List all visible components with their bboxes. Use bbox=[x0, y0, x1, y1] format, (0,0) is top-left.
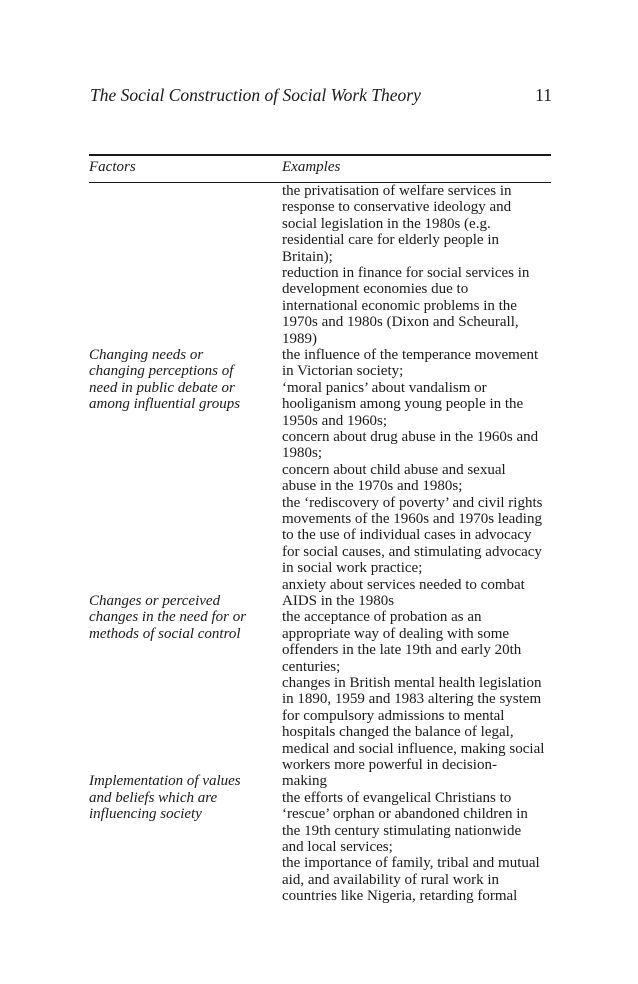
running-head bbox=[90, 85, 552, 106]
example-line: changes in British mental health legislation bbox=[282, 675, 542, 691]
example-line: abuse in the 1970s and 1980s; bbox=[282, 478, 463, 495]
example-line: AIDS in the 1980s bbox=[282, 593, 395, 609]
factor-line: changes in the need for or bbox=[89, 609, 247, 626]
chapter-title: The Social Construction of Social Work Theory bbox=[90, 85, 421, 105]
factor-line: and beliefs which are bbox=[89, 789, 218, 806]
example-line: 1989) bbox=[282, 330, 317, 347]
example-line: aid, and availability of rural work in bbox=[282, 871, 500, 888]
example-line: ‘moral panics’ about vandalism or bbox=[282, 379, 487, 396]
example-line: to the use of individual cases in advocacy bbox=[282, 527, 532, 544]
example-line: international economic problems in the bbox=[282, 297, 517, 314]
example-line: the importance of family, tribal and mutual bbox=[282, 855, 540, 872]
example-line: the privatisation of welfare services in bbox=[282, 183, 512, 199]
example-line: countries like Nigeria, retarding formal bbox=[282, 888, 518, 905]
example-line: anxiety about services needed to combat bbox=[282, 576, 525, 593]
example-line: 1980s; bbox=[282, 445, 323, 462]
example-line: hospitals changed the balance of legal, bbox=[282, 724, 514, 741]
example-line: 1970s and 1980s (Dixon and Scheurall, bbox=[282, 314, 519, 331]
factor-line: need in public debate or bbox=[89, 379, 235, 396]
example-line: offenders in the late 19th and early 20th bbox=[282, 642, 522, 659]
example-line: in Victorian society; bbox=[282, 363, 404, 380]
table-top-rule bbox=[89, 154, 551, 156]
factor-line: influencing society bbox=[89, 806, 202, 823]
example-line: hooliganism among young people in the bbox=[282, 396, 524, 413]
example-line: 1950s and 1960s; bbox=[282, 412, 387, 429]
example-line: and local services; bbox=[282, 839, 393, 855]
example-line: the influence of the temperance movement bbox=[282, 347, 539, 363]
example-line: concern about drug abuse in the 1960s and bbox=[282, 429, 539, 445]
example-line: movements of the 1960s and 1970s leading bbox=[282, 511, 542, 527]
example-line: appropriate way of dealing with some bbox=[282, 625, 510, 642]
example-line: the efforts of evangelical Christians to bbox=[282, 789, 512, 806]
factor-line: Implementation of values bbox=[89, 773, 241, 790]
factor-line: changing perceptions of bbox=[89, 363, 234, 380]
example-line: medical and social influence, making social bbox=[282, 740, 545, 757]
example-line: the acceptance of probation as an bbox=[282, 609, 482, 626]
example-line: in 1890, 1959 and 1983 altering the system bbox=[282, 691, 542, 708]
example-line: in social work practice; bbox=[282, 560, 423, 577]
example-line: residential care for elderly people in bbox=[282, 232, 499, 249]
column-header-factors: Factors bbox=[89, 159, 136, 175]
example-line: Britain); bbox=[282, 248, 333, 265]
example-line: reduction in finance for social services in bbox=[282, 265, 530, 281]
example-line: for compulsory admissions to mental bbox=[282, 707, 505, 724]
factor-line: Changes or perceived bbox=[89, 593, 221, 609]
example-line: for social causes, and stimulating advocacy bbox=[282, 543, 542, 560]
example-line: concern about child abuse and sexual bbox=[282, 461, 506, 478]
example-line: making bbox=[282, 773, 327, 790]
example-line: the 19th century stimulating nationwide bbox=[282, 822, 522, 839]
example-line: response to conservative ideology and bbox=[282, 199, 512, 216]
factor-line: among influential groups bbox=[89, 396, 241, 413]
example-line: development economies due to bbox=[282, 281, 469, 298]
column-header-examples: Examples bbox=[282, 159, 341, 175]
factor-line: Changing needs or bbox=[89, 347, 204, 363]
example-line: centuries; bbox=[282, 658, 341, 675]
example-line: workers more powerful in decision- bbox=[282, 757, 497, 773]
example-line: social legislation in the 1980s (e.g. bbox=[282, 215, 491, 232]
factor-line: methods of social control bbox=[89, 625, 241, 642]
example-line: ‘rescue’ orphan or abandoned children in bbox=[282, 806, 528, 823]
page-number: 11 bbox=[535, 85, 552, 105]
example-line: the ‘rediscovery of poverty’ and civil rights bbox=[282, 494, 543, 511]
